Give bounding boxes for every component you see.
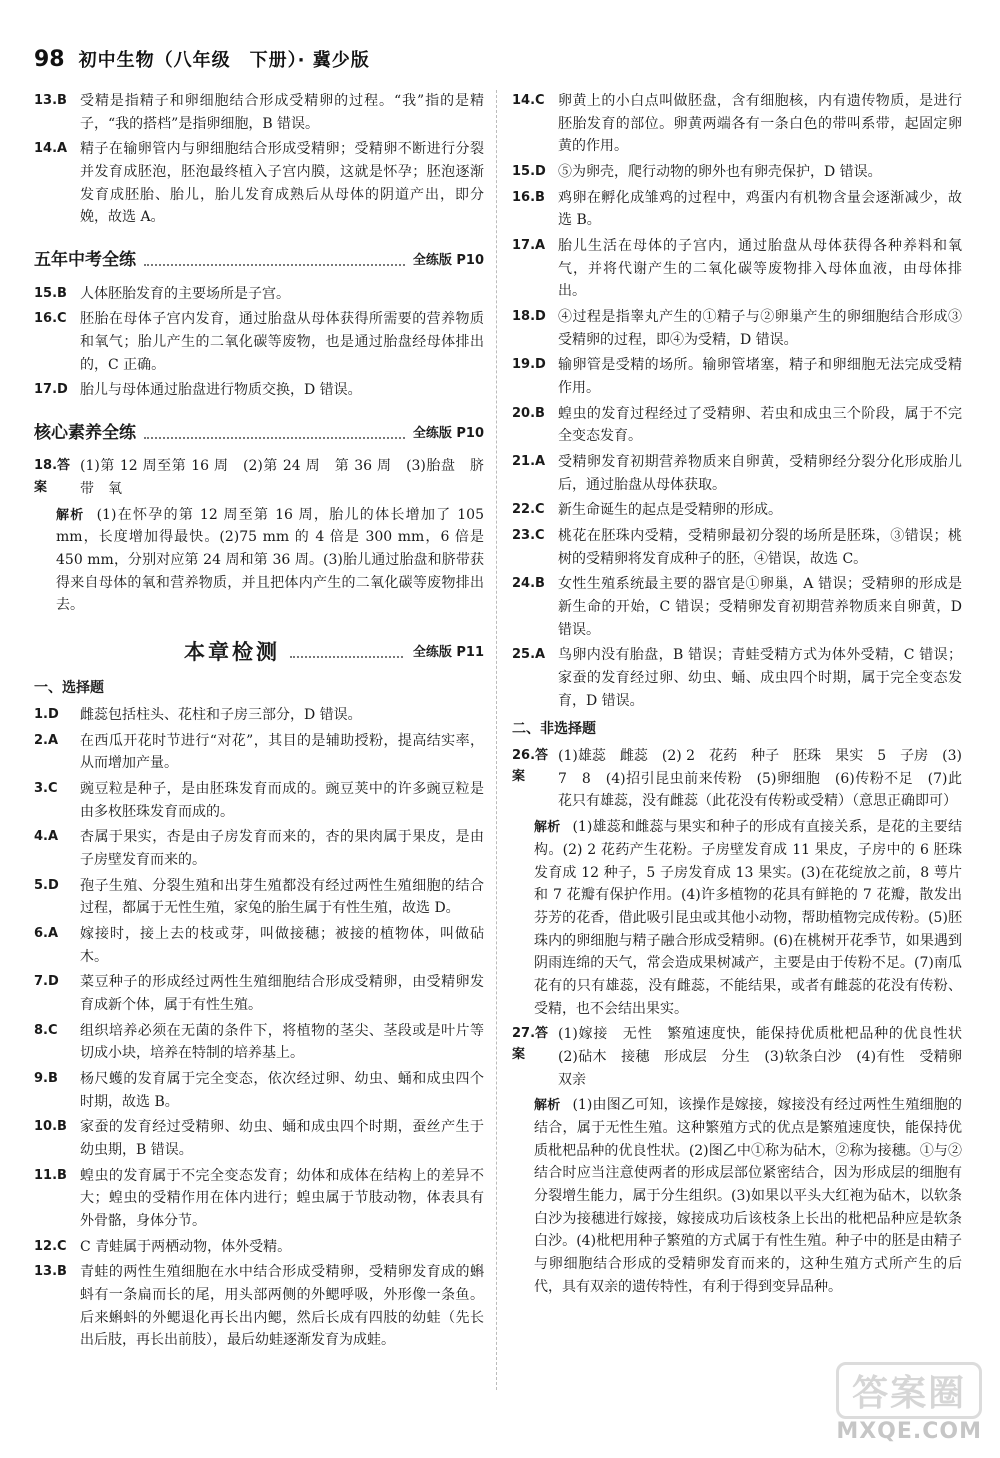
item-number: 5.D: [34, 877, 59, 893]
analysis-text: (1)在怀孕的第 12 周至第 16 周，胎儿的体长增加了 105 mm，长度增加得最快。(2)75 mm 的 4 倍是 300 mm，6 倍是 450 mm，分别对应第 24 周和第 36 周。(3)胎儿通过胎盘和脐带获得来自母体的氧和营养物质，并且把体内产生的二氧化碳等废物排出去。: [56, 506, 484, 614]
analysis-27: [512, 1094, 962, 1298]
analysis-26: [512, 816, 962, 1020]
item-number: 13.B: [34, 93, 67, 108]
answer-item: [512, 451, 962, 496]
answer-item: [34, 704, 484, 727]
answer-item: [34, 308, 484, 376]
answer-item: [512, 499, 962, 522]
item-text: 桃花在胚珠内受精，受精卵最初分裂的场所是胚珠，③错误；桃树的受精卵将发育成种子的胚，④错误，故选 C。: [558, 528, 962, 567]
item-number: 12.C: [34, 1238, 67, 1254]
item-number: 27.答案: [512, 1026, 549, 1063]
item-number: 11.B: [34, 1167, 67, 1183]
item-text: 组织培养必须在无菌的条件下，将植物的茎尖、茎段或是叶片等切成小块，培养在特制的培养基上。: [80, 1022, 484, 1062]
answer-item: [34, 1165, 484, 1233]
analysis-18: [34, 504, 484, 617]
subhead-non-choice: 二、非选择题: [512, 721, 596, 738]
item-answer: (1)嫁接 无性 繁殖速度快，能保持优质枇杷品种的优良性状 (2)砧木 接穗 形成层 分生 (3)软条白沙 (4)有性 受精卵 双亲: [558, 1026, 976, 1088]
item-text: 输卵管是受精的场所。输卵管堵塞，精子和卵细胞无法完成受精作用。: [558, 357, 962, 397]
item-text: 嫁接时，接上去的枝或芽，叫做接穗；被接的植物体，叫做砧木。: [80, 925, 484, 965]
answer-item: [34, 971, 484, 1016]
item-text: 胎儿与母体通过胎盘进行物质交换，D 错误。: [80, 382, 362, 399]
answer-item: [512, 161, 962, 184]
item-number: 14.C: [512, 93, 545, 108]
answer-item: [512, 573, 962, 641]
answer-item-27: [512, 1023, 976, 1091]
watermark-logo-text: 答案圈: [836, 1362, 982, 1419]
item-number: 26.答案: [512, 748, 549, 785]
item-number: 19.D: [512, 357, 546, 373]
answer-item: [34, 1236, 484, 1259]
answer-item: [34, 923, 484, 968]
item-number: 7.D: [34, 974, 59, 990]
item-number: 20.B: [512, 405, 545, 421]
item-number: 14.A: [34, 141, 68, 157]
answer-item: [512, 354, 962, 399]
item-text: ④过程是指睾丸产生的①精子与②卵巢产生的卵细胞结合形成③受精卵的过程，即④为受精，D 错误。: [558, 309, 962, 348]
answer-item: [34, 1116, 484, 1161]
answer-item: [34, 283, 484, 306]
answer-list: [34, 704, 484, 1352]
item-text: 豌豆粒是种子，是由胚珠发育而成的。豌豆荚中的许多豌豆粒是由多枚胚珠发育而成的。: [80, 780, 484, 820]
item-text: 在西瓜开花时节进行“对花”，其目的是辅助授粉，提高结实率，从而增加产量。: [80, 732, 484, 772]
item-text: 蝗虫的发育属于不完全变态发育；幼体和成体在结构上的差异不大；蝗虫的受精作用在体内进行；蝗虫属于节肢动物，体表具有外骨骼，身体分节。: [80, 1167, 484, 1229]
item-text: ⑤为卵壳，爬行动物的卵外也有卵壳保护，D 错误。: [558, 164, 882, 181]
item-number: 16.C: [34, 311, 67, 327]
item-number: 24.B: [512, 576, 545, 592]
item-text: 雌蕊包括柱头、花柱和子房三部分，D 错误。: [80, 706, 362, 723]
dot-leader: [144, 264, 405, 266]
analysis-label: 解析: [56, 507, 85, 523]
section-reference: 全练版 P10: [412, 426, 484, 442]
section-header-core-literacy: [34, 420, 484, 448]
item-number: 15.D: [512, 164, 546, 180]
item-number: 13.B: [34, 1264, 67, 1280]
item-text: 受精是指精子和卵细胞结合形成受精卵的过程。“我”指的是精子，“我的搭档”是指卵细胞，B 错误。: [80, 93, 484, 132]
section-title: 核心素养全练: [34, 422, 136, 443]
item-text: 人体胚胎发育的主要场所是子宫。: [80, 285, 290, 302]
item-text: 精子在输卵管内与卵细胞结合形成受精卵；受精卵不断进行分裂并发育成胚泡，胚泡最终植入子宫内膜，这就是怀孕；胚泡逐渐发育成胚胎、胎儿，胎儿发育成熟后从母体的阴道产出，即分娩，故选 A。: [80, 141, 484, 226]
item-text: 蝗虫的发育过程经过了受精卵、若虫和成虫三个阶段，属于不完全变态发育。: [558, 405, 962, 445]
answer-item-26: [512, 745, 962, 813]
item-number: 4.A: [34, 829, 59, 845]
item-number: 18.答案: [34, 458, 71, 495]
item-number: 21.A: [512, 454, 546, 470]
answer-item: [512, 90, 962, 158]
answer-list: [512, 90, 962, 712]
item-text: 杏属于果实，杏是由子房发育而来的，杏的果肉属于果皮，是由子房壁发育而来的。: [80, 829, 484, 868]
item-text: C 青蛙属于两栖动物，体外受精。: [80, 1238, 292, 1255]
item-text: 新生命诞生的起点是受精卵的形成。: [558, 502, 782, 519]
analysis-text: (1)雄蕊和雌蕊与果实和种子的形成有直接关系，是花的主要结构。(2) 2 花药产生花粉。子房壁发育成 11 果皮，子房中的 6 胚珠发育成 12 种子，5 子房发育成 13 果实。(3)在花绽放之前，8 萼片和 7 花瓣有保护作用。(4)许多植物的花具有鲜艳的 7 花瓣，散发出芬芳的花香，借此吸引昆虫或其他小动物，帮助植物完成传粉。(5)胚珠内的卵细胞与精子融合形成受精卵。(6)在桃树开花季节，如果遇到阴雨连绵的天气，常会造成果树减产，主要是由于传粉不足。(7)南瓜花有的只有雄蕊，没有雌蕊，不能结果，或者有雌蕊的花没有传粉、受精，也不会结出果实。: [534, 819, 962, 1017]
answer-item: [34, 826, 484, 871]
item-number: 2.A: [34, 732, 59, 748]
answer-item: [512, 235, 962, 303]
item-answer: (1)雄蕊 雌蕊 (2) 2 花药 种子 胚珠 果实 5 子房 (3) 7 8 (4)招引昆虫前来传粉 (5)卵细胞 (6)传粉不足 (7)此花只有雄蕊，没有雌蕊（此花没有传粉或受精）（意思正确即可）: [558, 748, 962, 810]
item-number: 8.C: [34, 1022, 58, 1038]
item-text: 胎儿生活在母体的子宫内，通过胎盘从母体获得各种养料和氧气，并将代谢产生的二氧化碳等废物排入母体血液，由母体排出。: [558, 238, 962, 300]
item-answer: (1)第 12 周至第 16 周 (2)第 24 周 第 36 周 (3)胎盘 脐带 氧: [80, 458, 484, 498]
dot-leader: [290, 656, 403, 658]
right-column: [512, 90, 976, 1301]
item-number: 6.A: [34, 925, 59, 941]
answer-item: [34, 1068, 484, 1113]
item-number: 25.A: [512, 647, 546, 663]
item-number: 15.B: [34, 285, 67, 301]
answer-list: [34, 283, 484, 402]
item-text: 杨尺蠖的发育属于完全变态，依次经过卵、幼虫、蛹和成虫四个时期，故选 B。: [80, 1070, 484, 1110]
answer-item: [34, 875, 484, 920]
page-number: 98: [34, 47, 65, 72]
item-text: 家蚕的发育经过受精卵、幼虫、蛹和成虫四个时期，蚕丝产生于幼虫期，B 错误。: [80, 1119, 484, 1158]
answer-item: [34, 1261, 484, 1352]
item-number: 16.B: [512, 189, 545, 205]
answer-item: [512, 306, 962, 351]
answer-item: [34, 1020, 484, 1065]
answer-item: [512, 403, 962, 448]
analysis-text: (1)由图乙可知，该操作是嫁接，嫁接没有经过两性生殖细胞的结合，属于无性生殖。这种繁殖方式的优点是繁殖速度快，能保持优质枇杷品种的优良性状。(2)图乙中①称为砧木，②称为接穗。①与②结合时应当注意使两者的形成层部位紧密结合，因为形成层的细胞有分裂增生能力，属于分生组织。(3)如果以平头大红袍为砧木，以软条白沙为接穗进行嫁接，嫁接成功后该枝条上长出的枇杷品种应是软条白沙。(4)枇杷用种子繁殖的方式属于有性生殖。种子中的胚是由精子与卵细胞结合形成的受精卵发育而来的，这种生殖方式所产生的后代，具有双亲的遗传特性，有利于得到变异品种。: [534, 1097, 962, 1295]
item-number: 22.C: [512, 502, 545, 518]
item-text: 孢子生殖、分裂生殖和出芽生殖都没有经过两性生殖细胞的结合过程，都属于无性生殖，家兔的胎生属于有性生殖，故选 D。: [80, 877, 484, 917]
item-text: 鸡卵在孵化成雏鸡的过程中，鸡蛋内有机物含量会逐渐减少，故选 B。: [558, 189, 962, 229]
chapter-title: 本章检测: [184, 640, 280, 665]
answer-item: [34, 90, 484, 135]
chapter-reference: 全练版 P11: [412, 644, 484, 660]
item-text: 青蛙的两性生殖细胞在水中结合形成受精卵，受精卵发育成的蝌蚪有一条扁而长的尾，用头部两侧的外鳃呼吸，外形像一条鱼。后来蝌蚪的外鳃退化再长出内鳃，然后长成有四肢的幼蛙（先长出后肢，再长出前肢），最后幼蛙逐渐发育为成蛙。: [80, 1264, 484, 1349]
item-text: 受精卵发育初期营养物质来自卵黄，受精卵经分裂分化形成胎儿后，通过胎盘从母体获取。: [558, 454, 962, 493]
answer-list: [34, 90, 484, 229]
item-number: 10.B: [34, 1119, 67, 1135]
item-text: 菜豆种子的形成经过两性生殖细胞结合形成受精卵，由受精卵发育成新个体，属于有性生殖。: [80, 974, 484, 1013]
chapter-header: [34, 635, 484, 669]
item-text: 卵黄上的小白点叫做胚盘，含有细胞核，内有遗传物质，是进行胚胎发育的部位。卵黄两端各有一条白色的带叫系带，起固定卵黄的作用。: [558, 93, 962, 155]
item-number: 9.B: [34, 1070, 58, 1086]
item-number: 17.D: [34, 382, 68, 398]
watermark-site: MXQE.COM: [836, 1419, 982, 1444]
item-number: 23.C: [512, 528, 545, 544]
analysis-label: 解析: [534, 820, 561, 836]
item-number: 3.C: [34, 780, 58, 796]
section-title: 五年中考全练: [34, 250, 136, 271]
section-header-five-year: [34, 247, 484, 275]
item-number: 18.D: [512, 309, 546, 325]
item-number: 1.D: [34, 706, 59, 722]
item-text: 胚胎在母体子宫内发育，通过胎盘从母体获得所需要的营养物质和氧气；胎儿产生的二氧化碳等废物，也是通过胎盘经母体排出的，C 正确。: [80, 311, 484, 373]
answer-item: [34, 138, 484, 229]
left-column: [34, 90, 484, 1355]
answer-item: [512, 644, 962, 712]
answer-item: [34, 379, 484, 402]
item-text: 女性生殖系统最主要的器官是①卵巢，A 错误；受精卵的形成是新生命的开始，C 错误；受精卵发育初期营养物质来自卵黄，D 错误。: [558, 576, 962, 638]
subhead-multiple-choice: 一、选择题: [34, 680, 104, 697]
answer-item: [34, 730, 484, 775]
book-title: 初中生物（八年级 下册）· 冀少版: [78, 50, 370, 71]
column-divider: [496, 90, 497, 1390]
answer-item: [512, 187, 962, 232]
answer-item-18: [34, 455, 484, 500]
item-number: 17.A: [512, 238, 546, 254]
item-text: 鸟卵内没有胎盘，B 错误；青蛙受精方式为体外受精，C 错误；家蚕的发育经过卵、幼虫、蛹、成虫四个时期，属于完全变态发育，D 错误。: [558, 647, 962, 709]
watermark-logo: [836, 1362, 982, 1444]
answer-item: [34, 778, 484, 823]
section-reference: 全练版 P10: [412, 253, 484, 269]
page-header: [34, 46, 370, 72]
dot-leader: [144, 437, 405, 439]
answer-item: [512, 525, 962, 570]
analysis-label: 解析: [534, 1098, 561, 1114]
